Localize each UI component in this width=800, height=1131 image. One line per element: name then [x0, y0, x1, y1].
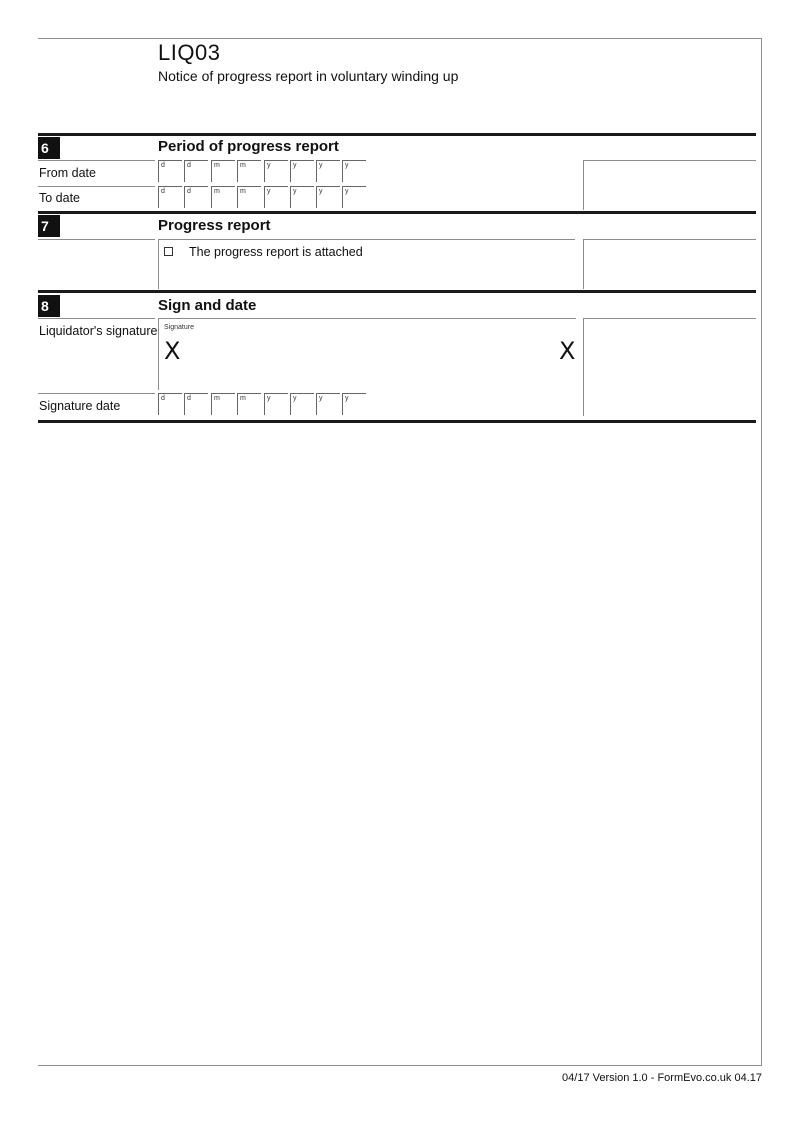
- bottom-border: [38, 1065, 761, 1066]
- sig-date-year-4[interactable]: y: [342, 393, 366, 415]
- progress-report-attached-label: The progress report is attached: [189, 245, 363, 259]
- section-8-number: 8: [38, 295, 60, 317]
- from-date-month-2[interactable]: m: [237, 160, 261, 182]
- section-7-number: 7: [38, 215, 60, 237]
- section-6-note-left: [583, 160, 584, 210]
- to-date-year-1[interactable]: y: [264, 186, 288, 208]
- section-7-title: Progress report: [158, 217, 271, 234]
- to-date-rule: [38, 186, 155, 187]
- sig-date-day-2[interactable]: d: [184, 393, 208, 415]
- from-date-year-3[interactable]: y: [316, 160, 340, 182]
- from-date-year-1[interactable]: y: [264, 160, 288, 182]
- signature-mark-right: X: [559, 337, 576, 365]
- section-7-field-left: [158, 239, 159, 289]
- section-8-title: Sign and date: [158, 297, 257, 314]
- from-date-month-1[interactable]: m: [211, 160, 235, 182]
- section-7-rule: [38, 211, 756, 214]
- section-6-title: Period of progress report: [158, 138, 339, 155]
- to-date-month-2[interactable]: m: [237, 186, 261, 208]
- top-border: [38, 38, 761, 39]
- progress-report-attached-checkbox[interactable]: [164, 247, 173, 256]
- section-8-rule: [38, 290, 756, 293]
- section-6-rule: [38, 133, 756, 136]
- section-8-note-left: [583, 318, 584, 416]
- from-date-day-2[interactable]: d: [184, 160, 208, 182]
- section-8-note-top: [583, 318, 756, 319]
- to-date-label: To date: [39, 191, 81, 205]
- section-7-label-rule: [38, 239, 155, 240]
- signature-box-label: Signature: [164, 324, 194, 331]
- section-7-note-top: [583, 239, 756, 240]
- from-date-field[interactable]: [158, 160, 368, 184]
- sig-date-day-1[interactable]: d: [158, 393, 182, 415]
- right-border: [761, 38, 762, 1066]
- section-6-number: 6: [38, 137, 60, 159]
- sig-date-month-2[interactable]: m: [237, 393, 261, 415]
- section-7-field-top: [158, 239, 575, 240]
- signature-mark-left: X: [164, 337, 181, 365]
- section-7-note-left: [583, 239, 584, 289]
- to-date-day-2[interactable]: d: [184, 186, 208, 208]
- from-date-year-4[interactable]: y: [342, 160, 366, 182]
- sig-date-month-1[interactable]: m: [211, 393, 235, 415]
- to-date-day-1[interactable]: d: [158, 186, 182, 208]
- signature-date-rule: [38, 393, 155, 394]
- to-date-year-2[interactable]: y: [290, 186, 314, 208]
- liquidator-signature-label: Liquidator's signature: [39, 324, 158, 338]
- section-8-bottom-rule: [38, 420, 756, 423]
- signature-label-rule: [38, 318, 155, 319]
- from-date-year-2[interactable]: y: [290, 160, 314, 182]
- form-code: LIQ03: [158, 40, 221, 65]
- sig-date-year-2[interactable]: y: [290, 393, 314, 415]
- to-date-field[interactable]: [158, 186, 368, 210]
- sig-date-year-1[interactable]: y: [264, 393, 288, 415]
- footer-version: 04/17 Version 1.0 - FormEvo.co.uk 04.17: [562, 1072, 762, 1084]
- signature-field[interactable]: [158, 318, 576, 390]
- section-6-note-top: [583, 160, 756, 161]
- from-date-label: From date: [39, 166, 96, 180]
- sig-date-year-3[interactable]: y: [316, 393, 340, 415]
- to-date-year-3[interactable]: y: [316, 186, 340, 208]
- from-date-day-1[interactable]: d: [158, 160, 182, 182]
- signature-date-field[interactable]: [158, 393, 368, 417]
- from-date-rule: [38, 160, 155, 161]
- form-title: Notice of progress report in voluntary winding up: [158, 68, 459, 84]
- signature-date-label: Signature date: [39, 399, 121, 413]
- to-date-month-1[interactable]: m: [211, 186, 235, 208]
- to-date-year-4[interactable]: y: [342, 186, 366, 208]
